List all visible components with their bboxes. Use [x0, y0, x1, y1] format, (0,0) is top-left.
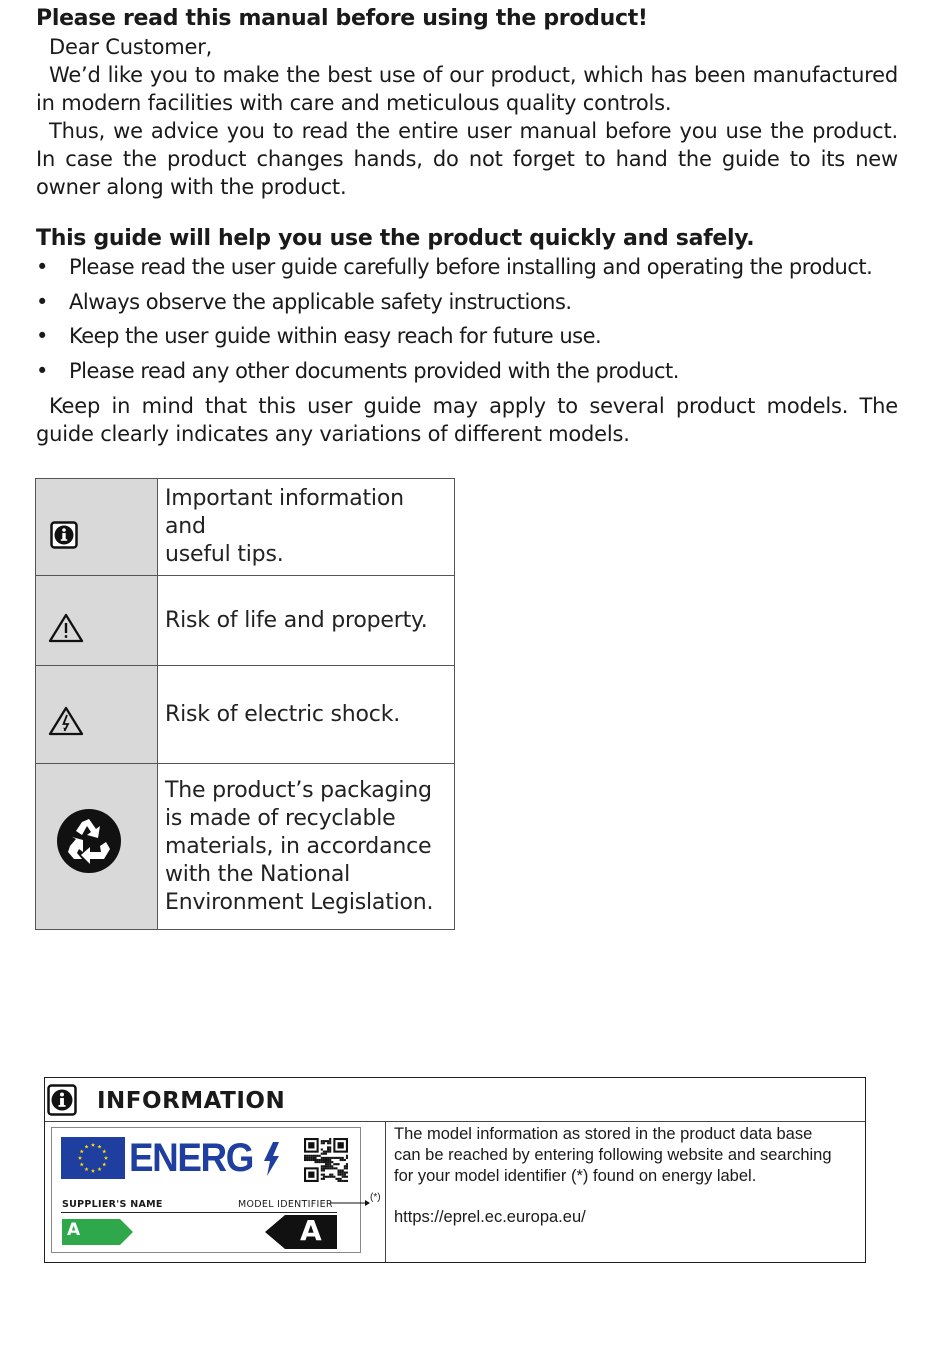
- table-row: [36, 479, 455, 576]
- supplier-name-label: SUPPLIER'S NAME: [62, 1199, 163, 1210]
- legend-text-cell: Important information and useful tips.: [158, 479, 455, 576]
- qr-code-icon: [304, 1138, 348, 1182]
- legend-icon-cell: [36, 764, 158, 930]
- intro-paragraph-read-manual: Thus, we advice you to read the entire user manual before you use the product. In case the product changes hands, do not forget to hand the guide to its new owner along with the product.: [36, 119, 898, 199]
- legend-text-cell: Risk of electric shock.: [158, 666, 455, 764]
- list-item: • Please read the user guide carefully before installing and operating the product.: [36, 255, 873, 279]
- lightning-icon: [263, 1141, 281, 1177]
- manual-page: [36, 0, 898, 448]
- arrow-right-icon: [330, 1199, 370, 1207]
- legend-text-cell: Risk of life and property.: [158, 576, 455, 666]
- list-item: • Always observe the applicable safety instructions.: [36, 289, 572, 314]
- energy-label-panel: [45, 1121, 386, 1262]
- info-icon: [47, 1084, 77, 1116]
- table-row: [36, 764, 455, 930]
- list-item: • Keep the user guide within easy reach for future use.: [36, 324, 602, 348]
- model-identifier-label: MODEL IDENTIFIER: [238, 1199, 333, 1210]
- legend-icon-cell: [36, 666, 158, 764]
- table-row: [36, 666, 455, 764]
- model-identifier-marker: (*): [370, 1192, 381, 1203]
- info-icon: [50, 521, 78, 549]
- intro-paragraph-greeting: Dear Customer,: [49, 35, 213, 59]
- legend-icon-cell: [36, 576, 158, 666]
- recycle-icon: [56, 808, 122, 874]
- guide-heading: This guide will help you use the product quickly and safely.: [36, 226, 755, 251]
- information-header: [45, 1078, 865, 1122]
- intro-paragraph-quality: We’d like you to make the best use of our product, which has been manufactured in modern facilities with care and meticulous quality controls.: [36, 63, 898, 115]
- label-divider: [61, 1212, 337, 1213]
- information-description: The model information as stored in the product data base can be reached by entering following website and searching for your model identifier (*) found on energy label. https://eprel.ec.europa.eu/: [394, 1124, 854, 1228]
- eprel-url[interactable]: https://eprel.ec.europa.eu/: [394, 1208, 586, 1226]
- legend-icon-cell: [36, 479, 158, 576]
- legend-text-cell: The product’s packaging is made of recyclable materials, in accordance with the National Environment Legislation.: [158, 764, 455, 930]
- electric-shock-icon: [48, 706, 84, 736]
- bullet-icon: •: [36, 289, 48, 314]
- intro-heading: Please read this manual before using the product!: [36, 6, 648, 31]
- symbol-legend-table: [35, 478, 455, 930]
- eu-flag-icon: [61, 1137, 125, 1179]
- warning-icon: [48, 613, 84, 643]
- efficiency-class-large: A: [300, 1214, 322, 1247]
- table-row: [36, 576, 455, 666]
- guide-closing-paragraph: Keep in mind that this user guide may apply to several product models. The guide clearly indicates any variations of different models.: [36, 393, 898, 446]
- bullet-icon: •: [36, 324, 48, 348]
- information-box: [44, 1077, 866, 1263]
- bullet-icon: •: [36, 255, 48, 279]
- list-item: • Please read any other documents provided with the product.: [36, 358, 679, 383]
- efficiency-class-small: A: [67, 1220, 81, 1240]
- energy-label: [51, 1127, 361, 1253]
- bullet-icon: •: [36, 358, 48, 383]
- information-title: INFORMATION: [97, 1088, 286, 1114]
- guide-bullet-list: [36, 253, 898, 385]
- energy-logo-text: ENERG: [129, 1136, 253, 1180]
